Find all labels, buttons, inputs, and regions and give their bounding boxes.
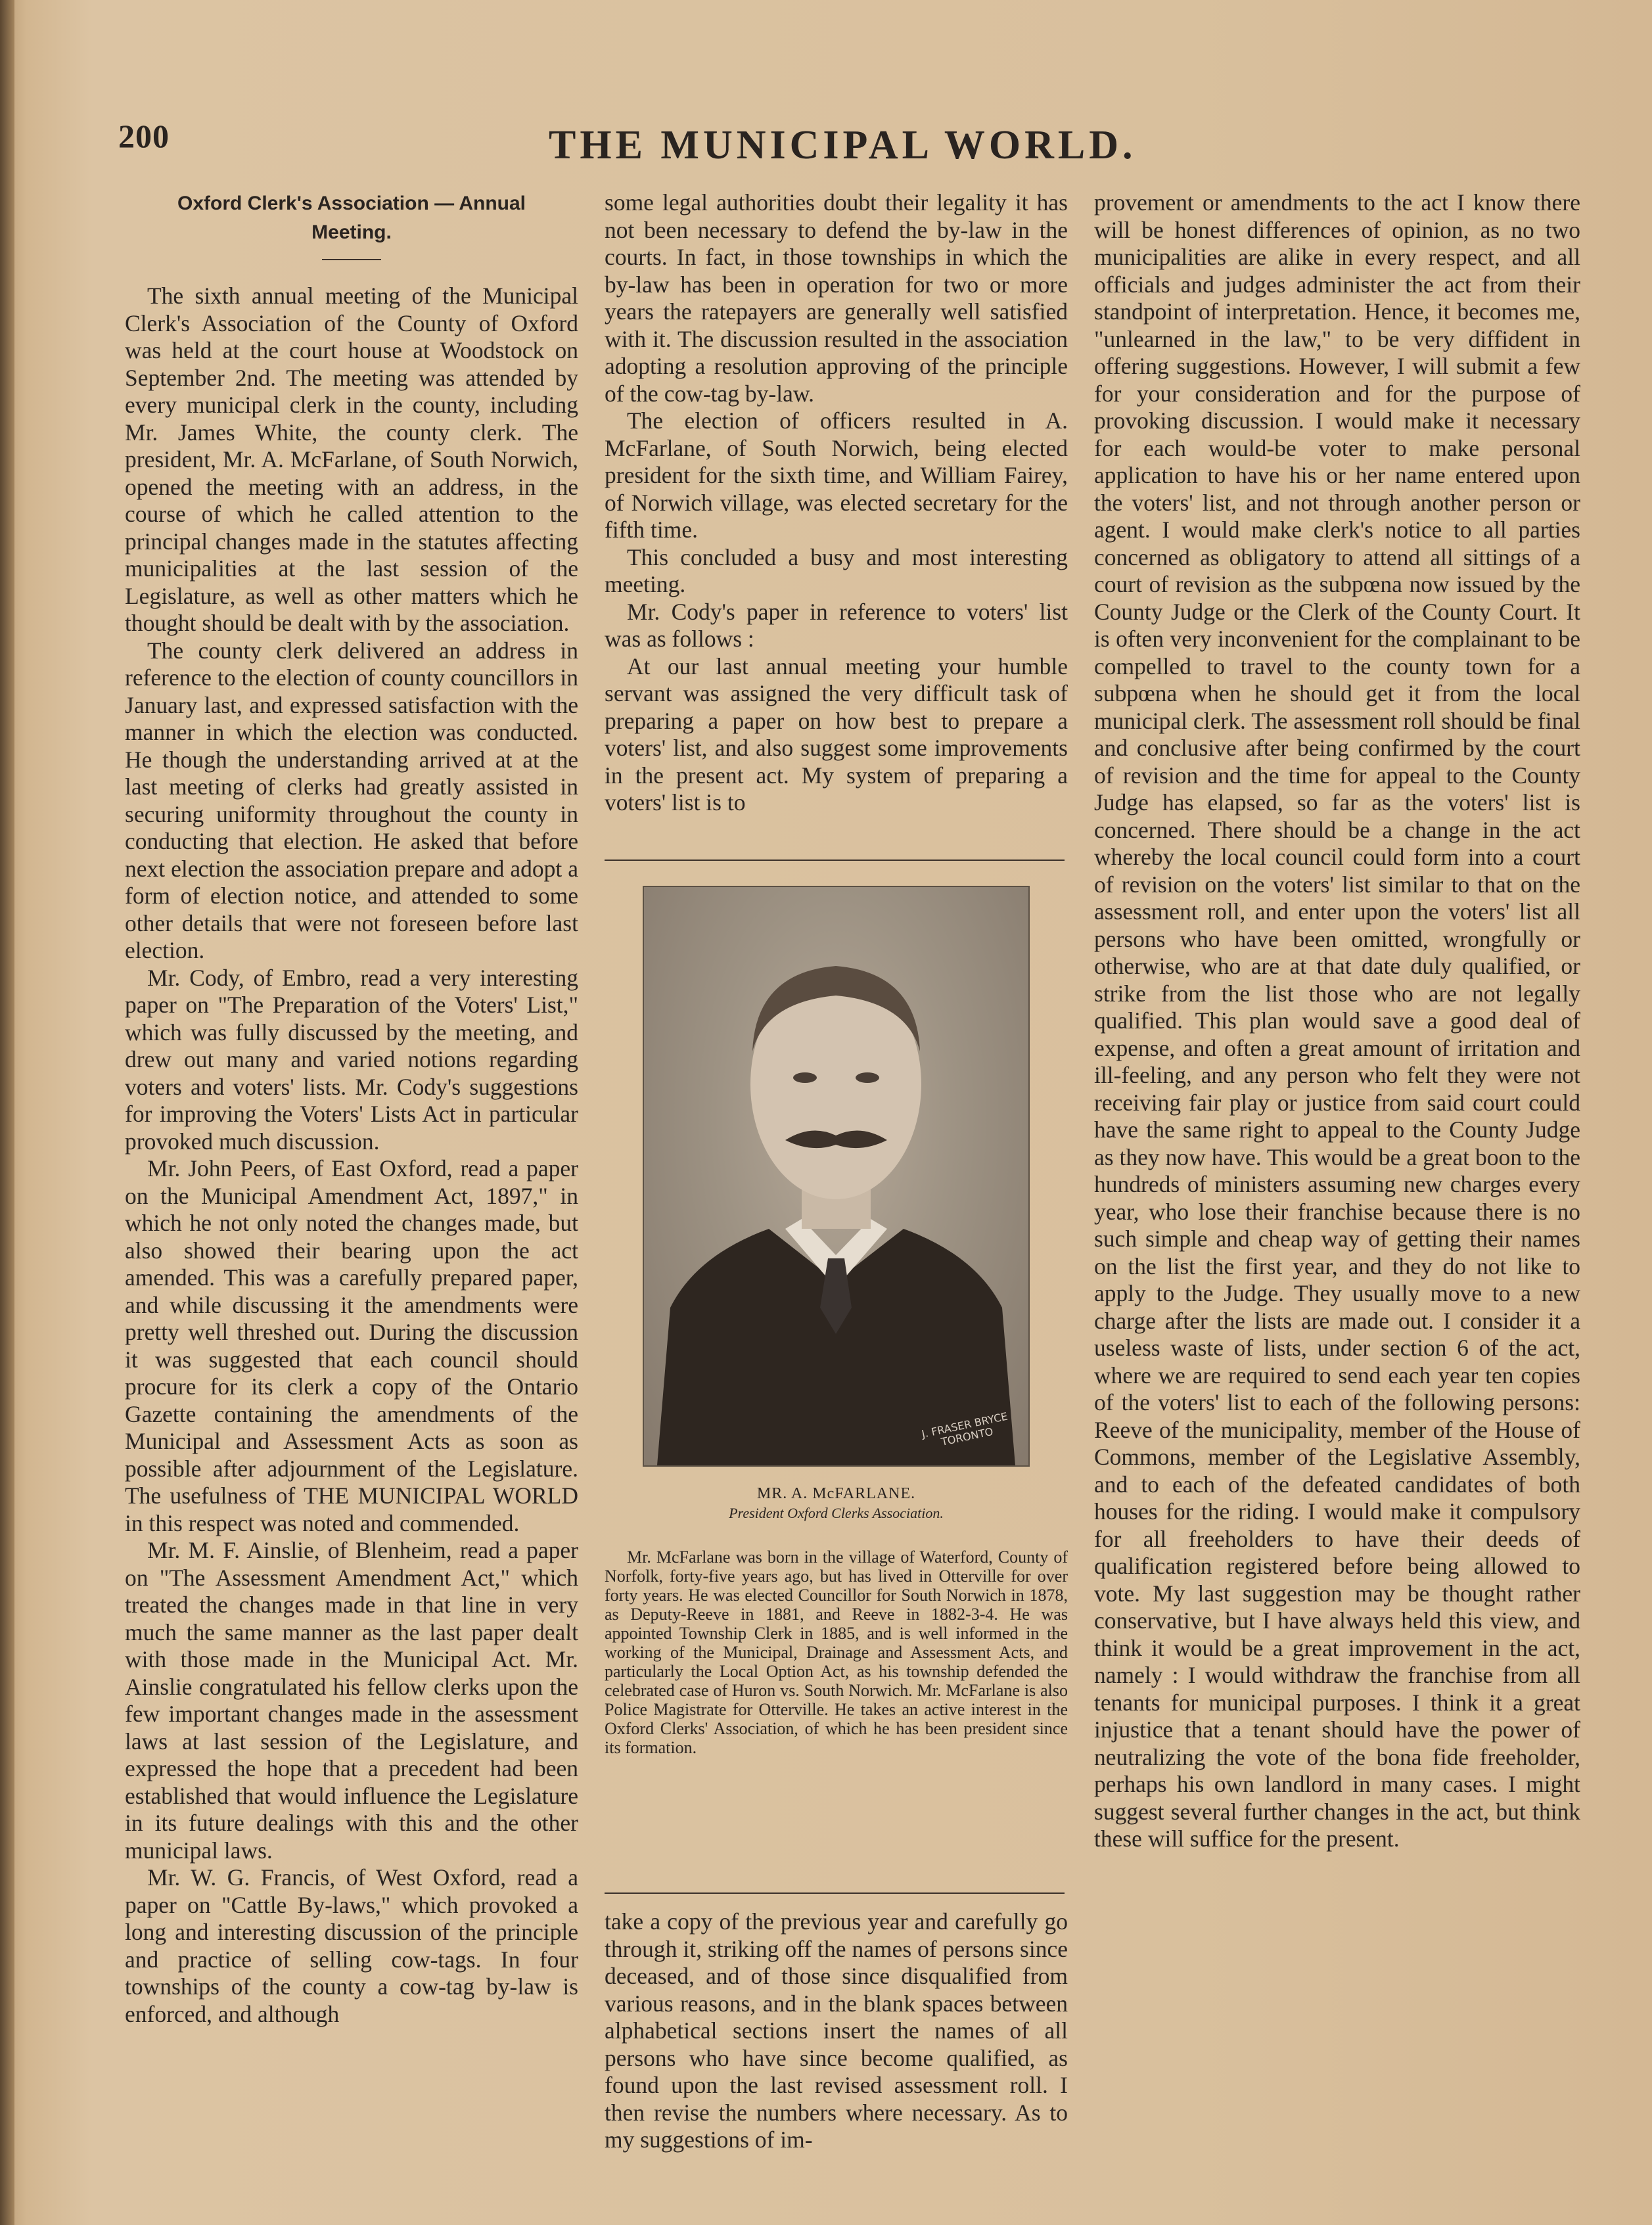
paragraph: Mr. John Peers, of East Oxford, read a paper on the Municipal Amendment Act, 1897," in which he not only noted the changes made, but also showed their bearing upon the act amended. This was a carefully prepared paper, and while discussing it the amendments were pretty well threshed out. During the discussion it was suggested that each council should procure for its clerk a copy of the Ontario Gazette containing the amendments of the Municipal and Assessment Acts as soon as possible after adjournment of the Legislature. The usefulness of THE MUNICIPAL WORLD in this respect was noted and commended. bbox=[125, 1155, 578, 1536]
paragraph: provement or amendments to the act I know there will be honest differences of opinion, as no two municipalities are alike in every respect, and all officials and judges administer the act from their standpoint of interpretation. Hence, it becomes me, "unlearned in the law," to be very diffident in offering suggestions. However, I will submit a few for your consideration and for the purpose of provoking discussion. I would make it necessary for each would-be voter to make personal application to have his or her name entered upon the voters' list, and not through another person or agent. I would make clerk's notice to all parties concerned as obligatory to attend all sittings of a court of revision as the subpœna now issued by the County Judge or the Clerk of the County Court. It is often very inconvenient for the complainant to be compelled to travel to the county town for a subpœna when he should get it from the local municipal clerk. The assessment roll should be final and conclusive after being confirmed by the court of revision and the time for appeal to the County Judge has elapsed, so far as the voters' list is concerned. There should be a change in the act whereby the local council could form into a court of revision on the voters' list similar to that on the assessment roll, and enter upon the voters' list all persons who have been omitted, wrongfully or otherwise, who are at that date duly qualified, or strike from the list those who are not legally qualified. This plan would save a good deal of expense, and often a great amount of irritation and ill-feeling, and any person who felt they were not receiving fair play or justice from said court could have the same right to appeal to the County Judge as they now have. This would be a great boon to the hundreds of ministers assuming new charges every year, who lose their franchise because there is no such simple and cheap way of getting their names on the list the first year, and they do not like to apply to the Judge. They usually move to a new charge after the lists are made out. I consider it a useless waste of lists, under section 6 of the act, where we are required to send each year ten copies of the voters' list to each of the following persons: Reeve of the municipality, member of the House of Commons, member of the Legislative Assembly, and to each of the defeated candidates of both houses for the riding. I would make it compulsory for all freeholders to have their deeds of qualification registered before being allowed to vote. My last suggestion may be thought rather conservative, but I have always held this view, and think it would be a great improvement in the act, namely : I would withdraw the franchise from all tenants for municipal purposes. I think it a great injustice that a tenant should have the power of neutralizing the vote of the bona fide freeholder, perhaps his own landlord in many cases. I might suggest several further changes in the act, but think these will suffice for the present. bbox=[1094, 189, 1580, 1852]
paragraph: Mr. W. G. Francis, of West Oxford, read a paper on "Cattle By-laws," which provoked a long and interesting discussion of the principle and practice of selling cow-tags. In four townships of the county a cow-tag by-law is enforced, and although bbox=[125, 1864, 578, 2027]
paragraph: The sixth annual meeting of the Municipal Clerk's Association of the County of Oxford was held at the court house at Woodstock on September 2nd. The meeting was attended by every municipal clerk in the county, including Mr. James White, the county clerk. The president, Mr. A. McFarlane, of South Norwich, opened the meeting with an address, in the course of which he called attention to the principal changes made in the statutes affecting municipalities at the last session of the Legislature, as well as other matters which he thought should be dealt with by the association. bbox=[125, 283, 578, 636]
paragraph: Mr. Cody, of Embro, read a very interesting paper on "The Preparation of the Voters' List," which was fully discussed by the meeting, and drew out many and varied notions regarding voters and voters' lists. Mr. Cody's suggestions for improving the Voters' Lists Act in particular provoked much discussion. bbox=[125, 964, 578, 1155]
portrait-figure-icon bbox=[644, 887, 1028, 1465]
biography-text: Mr. McFarlane was born in the village of Waterford, County of Norfolk, forty-five years ago, but has lived in Otterville for over forty years. He was elected Councillor for South Norwich in 1878, as Deputy-Reeve in 1881, and Reeve in 1882-3-4. He was appointed Township Clerk in 1885, and is well informed in the working of the Municipal, Drainage and Assessment Acts, and particularly the Local Option Act, as his township defended the celebrated case of Huron vs. South Norwich. Mr. McFarlane is also Police Magistrate for Otterville. He takes an active interest in the Oxford Clerks' Association, of which he has been president since its formation. bbox=[605, 1548, 1068, 1757]
article-title-line-1: Oxford Clerk's Association — Annual bbox=[177, 193, 526, 214]
portrait-caption-role: President Oxford Clerks Association. bbox=[729, 1505, 944, 1521]
publication-title: THE MUNICIPAL WORLD. bbox=[549, 123, 1137, 168]
page-number: 200 bbox=[118, 118, 170, 154]
column-2-bottom bbox=[605, 1908, 1068, 2154]
paragraph: Mr. M. F. Ainslie, of Blenheim, read a paper on "The Assessment Amendment Act," which treated the changes made in that line in very much the same manner as the last paper dealt with those made in the Municipal Act. Mr. Ainslie congratulated his fellow clerks upon the few important changes made in the assessment laws at last session of the Legislature, and expressed the hope that a precedent had been established that would influence the Legislature in its future dealings with this and the other municipal laws. bbox=[125, 1537, 578, 1864]
article-title bbox=[125, 189, 578, 247]
column-1 bbox=[125, 189, 578, 2028]
paragraph: Mr. Cody's paper in reference to voters' list was as follows : bbox=[605, 598, 1068, 652]
separator-rule bbox=[605, 1892, 1065, 1894]
portrait-photo bbox=[643, 886, 1030, 1467]
article-title-line-2: Meeting. bbox=[311, 221, 392, 243]
portrait-caption-name: MR. A. McFARLANE. bbox=[756, 1485, 916, 1502]
paragraph: take a copy of the previous year and carefully go through it, striking off the names of persons since deceased, and of those since disqualified from various reasons, and in the blank spaces between alphabetical sections insert the names of all persons who have since become qualified, as found upon the last revised assessment roll. I then revise the numbers where necessary. As to my suggestions of im- bbox=[605, 1908, 1068, 2153]
book-spine-shadow bbox=[0, 0, 14, 2225]
paragraph: some legal authorities doubt their legality it has not been necessary to defend the by-law in the courts. In fact, in those townships in which the by-law has been in operation for two or more years the ratepayers are generally well satisfied with it. The discussion resulted in the association adopting a resolution approving of the principle of the cow-tag by-law. bbox=[605, 189, 1068, 407]
paragraph: The election of officers resulted in A. McFarlane, of South Norwich, being elected president for the sixth time, and William Fairey, of Norwich village, was elected secretary for the fifth time. bbox=[605, 407, 1068, 543]
column-3 bbox=[1094, 189, 1580, 1853]
paragraph: At our last annual meeting your humble servant was assigned the very difficult task of preparing a paper on how best to prepare a voters' list, and also suggest some improvements in the present act. My system of preparing a voters' list is to bbox=[605, 653, 1068, 815]
portrait-biography bbox=[605, 1548, 1068, 1757]
title-rule bbox=[322, 259, 381, 260]
paragraph: This concluded a busy and most interesting meeting. bbox=[605, 543, 1068, 597]
photographer-mark: J. FRASER BRYCE TORONTO bbox=[920, 1410, 1009, 1448]
column-2-top bbox=[605, 189, 1068, 817]
separator-rule bbox=[605, 860, 1065, 861]
paragraph: The county clerk delivered an address in reference to the election of county councillors in January last, and expressed satisfaction with the manner in which the election was conducted. He though the understanding arrived at at the last meeting of clerks had greatly assisted in securing uniformity throughout the county in conducting that election. He asked that before next election the association prepare and adopt a form of election notice, and attended to some other details that were not foreseen before last election. bbox=[125, 637, 578, 963]
